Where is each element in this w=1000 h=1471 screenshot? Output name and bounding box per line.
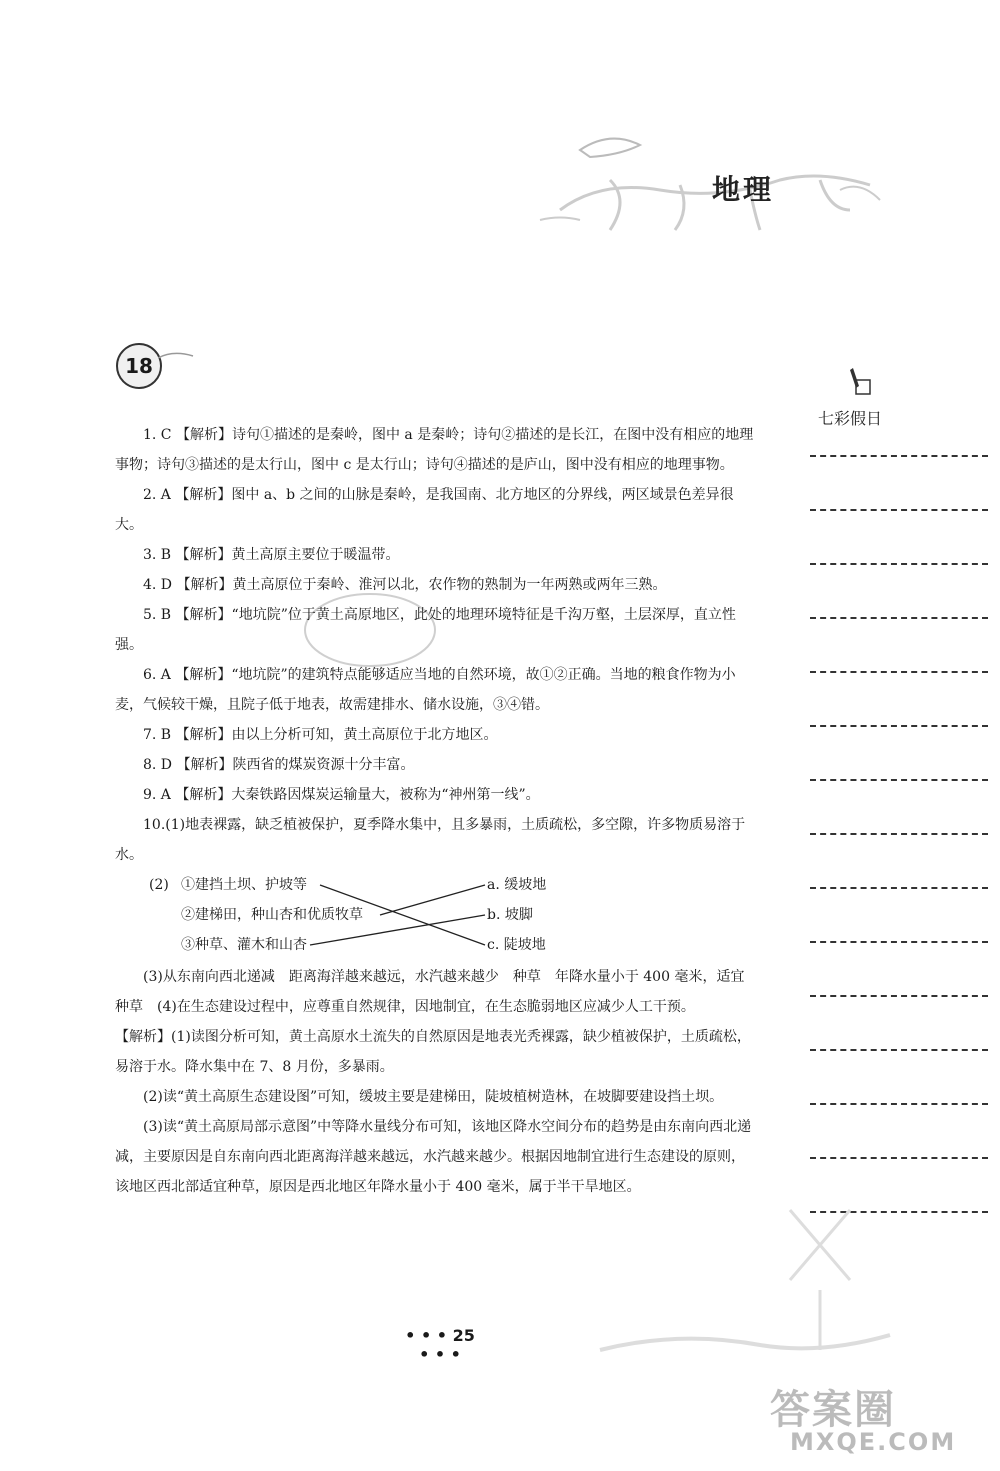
answer-item: 6. A 【解析】“地坑院”的建筑特点能够适应当地的自然环境，故①②正确。当地的粮食作物为小麦，气候较干燥，且院子低于地表，故需建排水、储水设施，③④错。 [115, 667, 736, 713]
matching-exercise [115, 870, 755, 962]
note-line [810, 1157, 988, 1159]
section-number-badge: 18 [116, 343, 162, 389]
answer-item: (3)从东南向西北递减 距离海洋越来越远，水汽越来越少 种草 年降水量小于 400 毫米，适宜种草 (4)在生态建设过程中，应尊重自然规律，因地制宜，在生态脆弱地区应减少人工干预。 [115, 969, 745, 1015]
note-line [810, 833, 988, 835]
matching-right-item: b. 坡脚 [487, 907, 533, 923]
answer-item: 7. B 【解析】由以上分析可知，黄土高原位于北方地区。 [143, 727, 498, 743]
matching-left-item: ②建梯田，种山杏和优质牧草 [181, 907, 363, 923]
answer-item: 4. D 【解析】黄土高原位于秦岭、淮河以北，农作物的熟制为一年两熟或两年三熟。 [143, 577, 667, 593]
note-line [810, 563, 988, 565]
watermark-logo: 答案圈 [770, 1387, 896, 1433]
note-line [810, 1103, 988, 1105]
watermark-url: MXQE.COM [790, 1428, 957, 1456]
answer-item: 8. D 【解析】陕西省的煤炭资源十分丰富。 [143, 757, 415, 773]
matching-left-item: ③种草、灌木和山杏 [181, 937, 307, 953]
pen-icon [846, 368, 876, 404]
note-line [810, 941, 988, 943]
note-line [810, 671, 988, 673]
bottom-decoration [590, 1200, 910, 1370]
answer-item: 10.(1)地表裸露，缺乏植被保护，夏季降水集中，且多暴雨，土质疏松，多空隙，许多物质易溶于水。 [115, 817, 746, 863]
answer-item: 5. B 【解析】“地坑院”位于黄土高原地区，此处的地理环境特征是千沟万壑，土层深厚，直立性强。 [115, 607, 736, 653]
header-decoration [500, 110, 900, 250]
analysis-paragraph: 【解析】(1)读图分析可知，黄土高原水土流失的自然原因是地表光秃裸露，缺少植被保护，土质疏松，易溶于水。降水集中在 7、8 月份，多暴雨。 [115, 1029, 751, 1075]
note-line [810, 1049, 988, 1051]
answer-item: 1. C 【解析】诗句①描述的是秦岭，图中 a 是秦岭；诗句②描述的是长江，在图中没有相应的地理事物；诗句③描述的是太行山，图中 c 是太行山；诗句④描述的是庐山，图中没有相应的地理事物。 [115, 427, 754, 473]
matching-right-item: a. 缓坡地 [487, 877, 547, 893]
page-number: • • • 25 • • • [405, 1326, 475, 1364]
note-line [810, 725, 988, 727]
note-line [810, 455, 988, 457]
matching-right-item: c. 陡坡地 [487, 937, 546, 953]
badge-swoosh-decoration [158, 348, 198, 368]
matching-prefix: (2) [149, 877, 169, 893]
analysis-paragraph: (2)读“黄土高原生态建设图”可知，缓坡主要是建梯田，陡坡植树造林，在坡脚要建设挡土坝。 [143, 1089, 724, 1105]
note-line [810, 617, 988, 619]
note-line [810, 887, 988, 889]
analysis-paragraph: (3)读“黄土高原局部示意图”中等降水量线分布可知，该地区降水空间分布的趋势是由东南向西北递减，主要原因是自东南向西北距离海洋越来越远，水汽越来越少。根据因地制宜进行生态建设的原则，该地区西北部适宜种草，原因是西北地区年降水量小于 400 毫米，属于半干旱地区。 [115, 1119, 752, 1195]
answer-item: 9. A 【解析】大秦铁路因煤炭运输量大，被称为“神州第一线”。 [143, 787, 540, 803]
note-line [810, 995, 988, 997]
note-line [810, 779, 988, 781]
answer-content [115, 420, 755, 1202]
note-line [810, 509, 988, 511]
subject-title: 地理 [712, 173, 775, 206]
matching-left-item: ①建挡土坝、护坡等 [181, 877, 307, 893]
sidebar-title: 七彩假日 [818, 409, 883, 428]
answer-item: 3. B 【解析】黄土高原主要位于暖温带。 [143, 547, 400, 563]
answer-item: 2. A 【解析】图中 a、b 之间的山脉是秦岭，是我国南、北方地区的分界线，两区域景色差异很大。 [115, 487, 734, 533]
